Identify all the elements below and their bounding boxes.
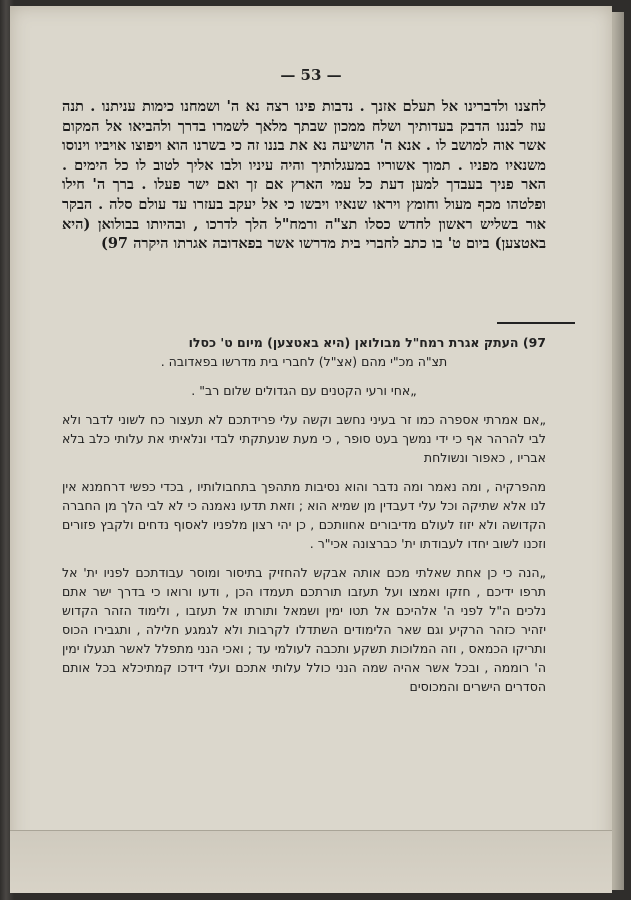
letter-paragraph-3: „הנה כי כן אחת שאלתי מכם אותה אבקש להחזיק בתיסור ומוסר עבודתכם לפניו ית' אל תרפו ידיכם , חזקו ואמצו ועל תעזבו תורתכם תעמדו הכן , ודעו ורואו כי בדרך ישר אתם נלכים ה"ל לפני ה' אלהיכם אל תטו ימין ושמאל ותורתו אל תעזבו , ולימוד הזהר הקדוש יזהיר כזהר הרקיע וגם שאר הלימודים השתדלו לקרבות ולא לגמגע חלילה , ותגבירו הכוס ותריקו הכמאס , וזה המלוכות תשקע ותכבה לעולמי עד ; ואכי הנני מתפלל לאשר תגעלו ימין ה' רוממה , ובכל אשר אהיה שמה הנני כולל עלותי אתכם ועלי דידכו קמתיכלא בכל אותם הסדרים הישרים והמכוסים: [62, 565, 546, 694]
letter-paragraph-1: „אם אמרתי אספרה כמו זר בעיני נחשב וקשה עלי פרידתכם לא תעצור כח לשוני לדבר ולא לבי להרהר אף כי ידי נמשך בעט סופר , כי מעת שנעתקתי לבדי ונלאיתי את עלותי כלב בלא אבריו , כאפור ונשולחת: [62, 412, 546, 465]
footnote-heading: 97) העתק אגרת רמח"ל מבולואן (היא באטצען) מיום ט' כסלו: [188, 335, 546, 350]
page-bottom-edge: [10, 830, 612, 893]
main-text-block: [62, 97, 546, 254]
letter-paragraph-2: מהפרקיה , ומה נאמר ומה נדבר והוא נסיבות מתהפך בתחבולותיו , בכדי כפשי דרחמנא אין לנו אלא שתיקה וכל עלי דעבדין מן שמיא הוא ; וזאת תדעו נאמנה כי לא לבי הלך מן החברה הקדושה ולא יזוז לעולם מדיבורים אחוותכם , כן יהי רצון מלפניו לאסוף נדחים ולקבץ פזורים וזכנו לשוב יחדו לעבודתו ית' כברצונה אכי"ר .: [62, 479, 546, 551]
main-paragraph: לחצנו ולדברינו אל תעלם אזנך . נדבות פינו רצה נא ה' ושמחנו כימות עניתנו . תנה עוז לבננו הדבק בעדותיך ושלח ממכון שבתך מלאך לשמרו בדרך ולהביאו אל המקום אשר אוה למושב לו . אנא ה' הושיעה נא את בננו זה כי בשרנו הוא ויפוצו אויביו וינוסו משנאיו מפניו . תמוך אשוריו במעגלותיך והיה עיניו ולבו אליך לטוב לו כל הימים . האר פניך בעבדך למען דעת כל עמי הארץ אם זך ואם ישר פעלו . ברך ה' חילו ופלטהו מכף מעול וחומץ ויראו שנאיו ויבשו כי אל יעקב בעזרו עד עולם סלה . הבקר אור בשליש ראשון לחדש כסלו תצ"ה ורמח"ל הלך לדרכו , ובהיותו בבולואן (היא באטצען) ביום ט' בו כתב לחברי בית מדרשו אשר בפאדובה אגרתו היקרה 97): [62, 98, 546, 253]
footnote-subheading: תצ"ה מכ"י מהם (אצ"ל) לחברי בית מדרשו בפאדובה .: [160, 354, 448, 369]
page-number: — 53 —: [280, 66, 342, 84]
footnote-divider: [497, 322, 575, 324]
letter-greeting: „אחי ורעי הקטנים עם הגדולים שלום רב" .: [191, 383, 417, 398]
footnote-block: [62, 333, 546, 696]
